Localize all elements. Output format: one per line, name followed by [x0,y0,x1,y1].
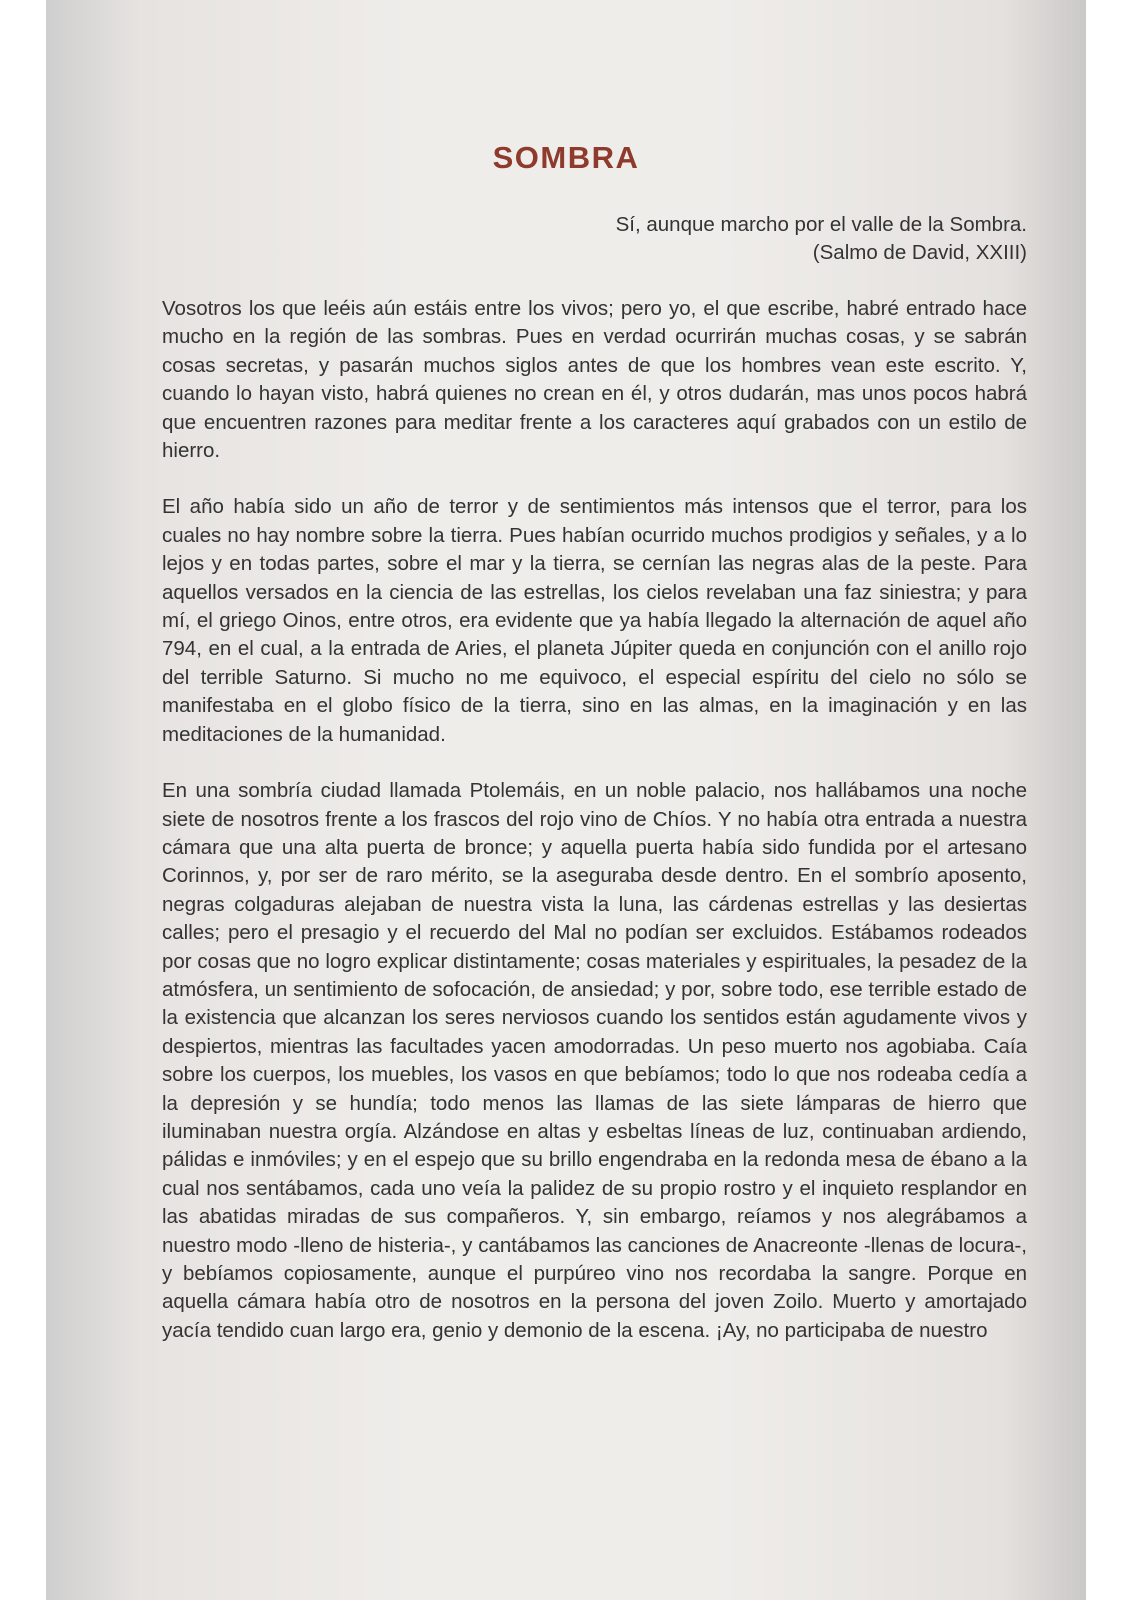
paragraph-2: El año había sido un año de terror y de sentimientos más intensos que el terror, para los cuales no hay nombre sobre la tierra. Pues habían ocurrido muchos prodigios y señales, y a lo lejos y en todas partes, sobre el mar y la tierra, se cernían las negras alas de la peste. Para aquellos versados en la ciencia de las estrellas, los cielos revelaban una faz siniestra; y para mí, el griego Oinos, entre otros, era evidente que ya había llegado la alternación de aquel año 794, en el cual, a la entrada de Aries, el planeta Júpiter queda en conjunción con el anillo rojo del terrible Saturno. Si mucho no me equivoco, el especial espíritu del cielo no sólo se manifestaba en el globo físico de la tierra, sino en las almas, en la imaginación y en las meditaciones de la humanidad. [162,495,1027,746]
epigraph-quote: Sí, aunque marcho por el valle de la Sombra. [615,213,1027,236]
body-text [162,295,1027,1373]
paragraph-3: En una sombría ciudad llamada Ptolemáis, en un noble palacio, nos hallábamos una noche siete de nosotros frente a los frascos del rojo vino de Chíos. Y no había otra entrada a nuestra cámara que una alta puerta de bronce; y aquella puerta había sido fundida por el artesano Corinnos, y, por ser de raro mérito, se la aseguraba desde dentro. En el sombrío aposento, negras colgaduras alejaban de nuestra vista la luna, las cárdenas estrellas y las desiertas calles; pero el presagio y el recuerdo del Mal no podían ser excluidos. Estábamos rodeados por cosas que no logro explicar distintamente; cosas materiales y espirituales, la pesadez de la atmósfera, un sentimiento de sofocación, de ansiedad; y por, sobre todo, ese terrible estado de la existencia que alcanzan los seres nerviosos cuando los sentidos están agudamente vivos y despiertos, mientras las facultades yacen amodorradas. Un peso muerto nos agobiaba. Caía sobre los cuerpos, los muebles, los vasos en que bebíamos; todo lo que nos rodeaba cedía a la depresión y se hundía; todo menos las llamas de las siete lámparas de hierro que iluminaban nuestra orgía. Alzándose en altas y esbeltas líneas de luz, continuaban ardiendo, pálidas e inmóviles; y en el espejo que su brillo engendraba en la redonda mesa de ébano a la cual nos sentábamos, cada uno veía la palidez de su propio rostro y el inquieto resplandor en las abatidas miradas de sus compañeros. Y, sin embargo, reíamos y nos alegrábamos a nuestro modo -lleno de histeria-, y cantábamos las canciones de Anacreonte -llenas de locura-, y bebíamos copiosamente, aunque el purpúreo vino nos recordaba la sangre. Porque en aquella cámara había otro de nosotros en la persona del joven Zoilo. Muerto y amortajado yacía tendido cuan largo era, genio y demonio de la escena. ¡Ay, no participaba de nuestro [162,779,1027,1342]
book-page [46,0,1086,1600]
page-title: SOMBRA [492,140,640,175]
paragraph-1: Vosotros los que leéis aún estáis entre los vivos; pero yo, el que escribe, habré entrado hace mucho en la región de las sombras. Pues en verdad ocurrirán muchas cosas, y se sabrán cosas secretas, y pasarán muchos siglos antes de que los hombres vean este escrito. Y, cuando lo hayan visto, habrá quienes no crean en él, y otros dudarán, mas unos pocos habrá que encuentren razones para meditar frente a los caracteres aquí grabados con un estilo de hierro. [162,297,1027,463]
epigraph-source: (Salmo de David, XXIII) [812,241,1027,264]
epigraph [162,211,1027,267]
